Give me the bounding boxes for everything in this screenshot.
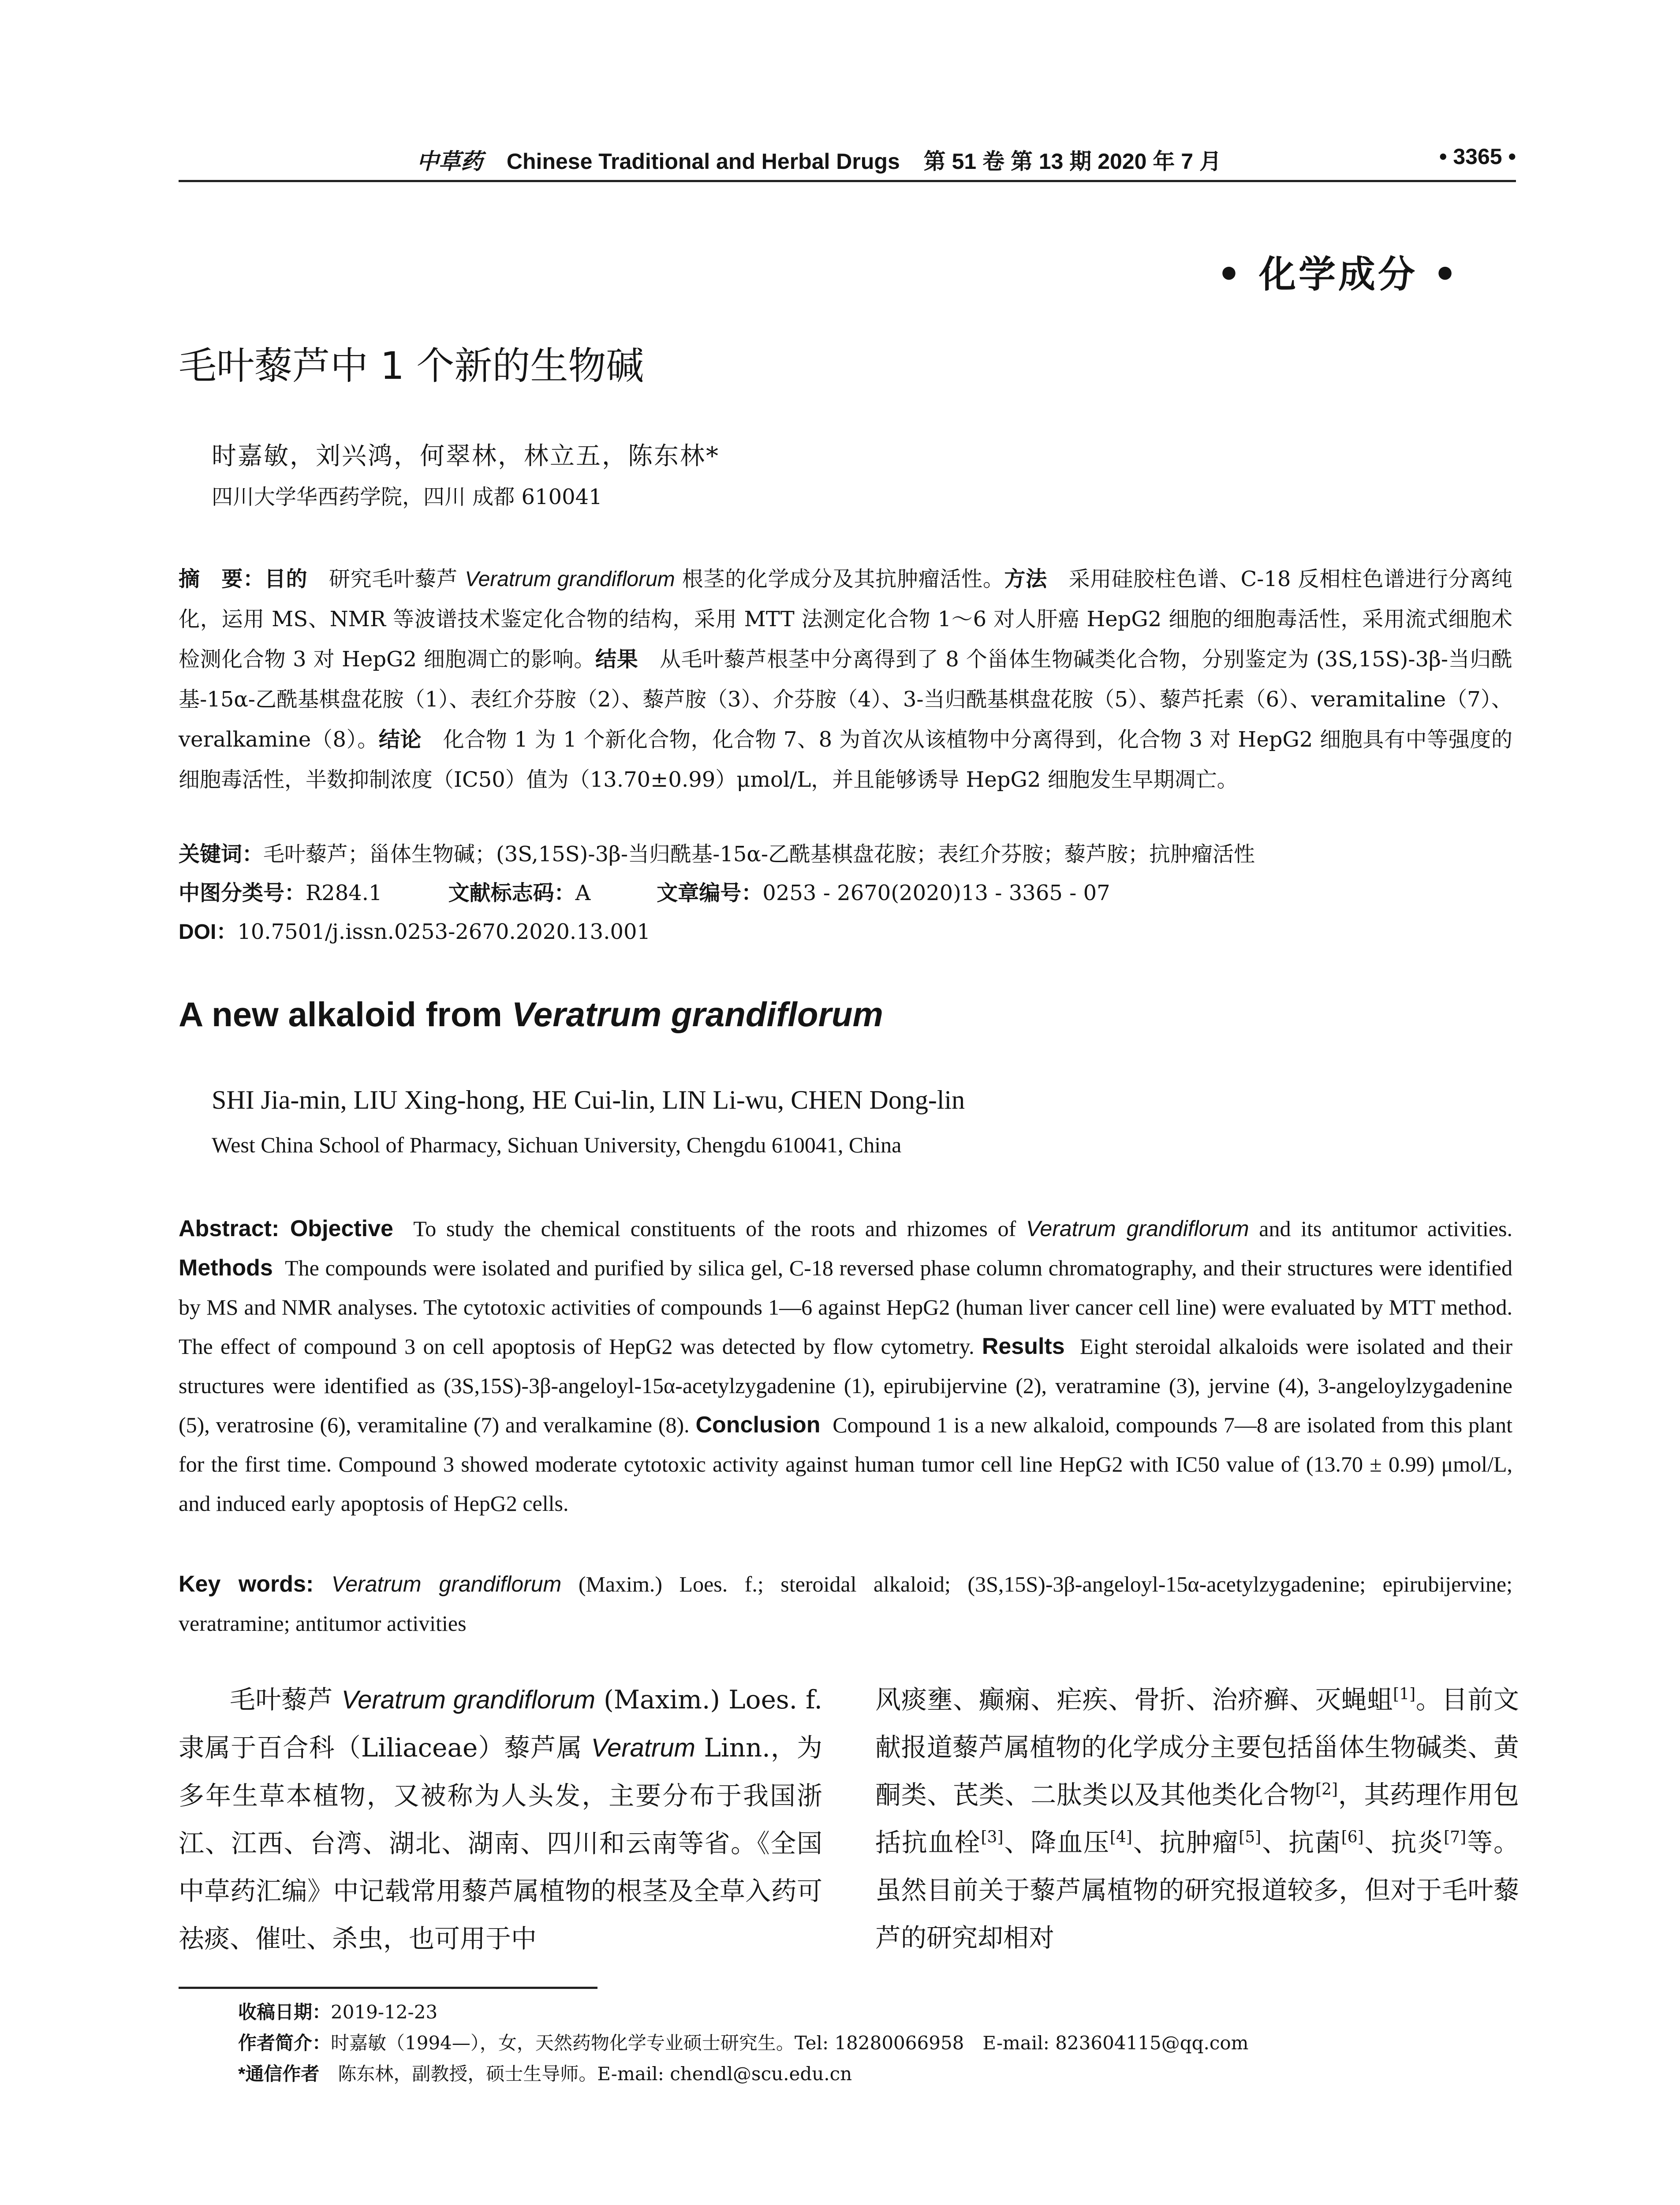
results-text-en: Eight steroidal alkaloids were isolated and their structures were identified as (3S,15S)-3β-angeloyl-15α-acetylzygadenine (1), epirubijervine (2), veratramine (3), jervine (4), 3-angeloylzygadenine (5), veratrosine (6), veramitaline (7) and veralkamine (8). <box>179 1334 1513 1437</box>
body-right-6: 、抗菌 <box>1261 1828 1341 1857</box>
citation-1[interactable]: [1] <box>1393 1685 1416 1704</box>
body-left-a: 毛叶藜芦 <box>230 1685 342 1715</box>
body-right-1: 风痰壅、癫痫、疟疾、骨折、治疥癣、灭蝇蛆 <box>875 1685 1393 1715</box>
citation-6[interactable]: [6] <box>1341 1828 1364 1846</box>
results-label-cn: 结果 <box>595 648 638 671</box>
corresponding-info: 陈东林，副教授，硕士生导师。E-mail: chendl@scu.edu.cn <box>319 2063 852 2085</box>
species-name-en: Veratrum grandiflorum <box>1026 1216 1249 1241</box>
abstract-label-en: Abstract: <box>179 1216 290 1241</box>
results-label-en: Results <box>982 1334 1065 1359</box>
conclusion-label-cn: 结论 <box>378 728 422 751</box>
authors-cn: 时嘉敏，刘兴鸿，何翠林，林立五，陈东林* <box>212 442 720 471</box>
page-number: • 3365 • <box>1439 144 1516 169</box>
keywords-label-en: Key words: <box>179 1571 332 1597</box>
body-right-7: 、抗炎 <box>1363 1828 1444 1857</box>
methods-text-en: The compounds were isolated and purified by silica gel, C-18 reversed phase column chromatography, and their structures were identified by MS and NMR analyses. The cytotoxic activities of compounds 1—6 against HepG2 (human liver cancer cell line) were evaluated by MTT method. The effect of compound 3 on cell apoptosis of HepG2 was detected by flow cytometry. <box>179 1256 1512 1359</box>
body-right-2: 。目前文献报道藜芦属植物的化学成分主要包括甾体生物碱类、黄酮类、芪类、二肽类以及其他类化合物 <box>875 1685 1519 1810</box>
journal-citation <box>417 144 1221 176</box>
clc-label: 中图分类号： <box>179 882 306 905</box>
body-right-3: ，其药理作用包括抗血栓 <box>875 1780 1519 1857</box>
footnote-received <box>238 1997 1249 2028</box>
doc-code-label: 文献标志码： <box>448 882 575 905</box>
journal-name-en: Chinese Traditional and Herbal Drugs <box>506 149 900 174</box>
article-title-en <box>179 994 883 1035</box>
footnote-author <box>238 2028 1249 2059</box>
running-header <box>179 140 1516 182</box>
body-column-left <box>179 1676 822 1962</box>
author-info: 时嘉敏（1994—），女，天然药物化学专业硕士研究生。Tel: 18280066958 E-mail: 823604115@qq.com <box>331 2032 1249 2054</box>
clc-value: R284.1 <box>306 881 382 905</box>
doc-code-value: A <box>575 881 591 905</box>
objective-text-en: To study the chemical constituents of the roots and rhizomes of <box>413 1216 1026 1241</box>
article-title-cn: 毛叶藜芦中 1 个新的生物碱 <box>179 344 644 388</box>
title-en-prefix: A new alkaloid from <box>179 995 512 1034</box>
methods-text-cn: 采用硅胶柱色谱、C-18 反相柱色谱进行分离纯化，运用 MS、NMR 等波谱技术鉴定化合物的结构，采用 MTT 法测定化合物 1～6 对人肝癌 HepG2 细胞的细胞毒活性，采用流式细胞术检测化合物 3 对 HepG2 细胞凋亡的影响。 <box>179 567 1512 672</box>
keywords-text-en: (Maxim.) Loes. f.; steroidal alkaloid; (3S,15S)-3β-angeloyl-15α-acetylzygadenine; epirubijervine; veratramine; antitumor activities <box>179 1572 1512 1636</box>
citation-5[interactable]: [5] <box>1239 1828 1262 1846</box>
citation-7[interactable]: [7] <box>1444 1828 1467 1846</box>
keywords-species-en: Veratrum grandiflorum <box>331 1572 562 1596</box>
authors-en: SHI Jia-min, LIU Xing-hong, HE Cui-lin, LIN Li-wu, CHEN Dong-lin <box>212 1085 965 1114</box>
received-label: 收稿日期： <box>238 2002 331 2022</box>
footnotes <box>238 1997 1249 2089</box>
body-genus: Veratrum <box>591 1734 695 1762</box>
journal-issue: 第 51 卷 第 13 期 2020 年 7 月 <box>923 149 1221 174</box>
body-right-5: 、抗肿瘤 <box>1132 1828 1239 1857</box>
objective-label-cn: 目的 <box>264 568 308 591</box>
abstract-label-cn: 摘 要： <box>179 568 265 591</box>
citation-2[interactable]: [2] <box>1315 1780 1338 1799</box>
objective-tail-en: and its antitumor activities. <box>1249 1216 1513 1241</box>
section-label: • 化学成分 • <box>1217 252 1460 296</box>
body-column-right <box>875 1676 1519 1962</box>
keywords-en <box>179 1565 1512 1643</box>
article-no-label: 文章编号： <box>657 882 763 905</box>
abstract-en <box>179 1209 1512 1523</box>
affiliation-en: West China School of Pharmacy, Sichuan University, Chengdu 610041, China <box>212 1132 902 1157</box>
species-name: Veratrum grandiflorum <box>465 568 675 591</box>
corresponding-label: *通信作者 <box>238 2063 320 2084</box>
conclusion-label-en: Conclusion <box>695 1412 821 1438</box>
affiliation-cn: 四川大学华西药学院，四川 成都 610041 <box>212 485 602 509</box>
doi-label: DOI： <box>179 920 238 944</box>
body-right-4: 、降血压 <box>1003 1828 1110 1857</box>
conclusion-text-cn: 化合物 1 为 1 个新化合物，化合物 7、8 为首次从该植物中分离得到，化合物 3 对 HepG2 细胞具有中等强度的细胞毒活性，半数抑制浓度（IC50）值为（13.70±0.99）μmol/L，并且能够诱导 HepG2 细胞发生早期凋亡。 <box>179 727 1512 792</box>
body-left-b: (Maxim.) Loes. f. 隶属于百合科（Liliaceae）藜芦属 <box>179 1685 822 1763</box>
received-date: 2019-12-23 <box>331 2001 438 2023</box>
abstract-cn <box>179 559 1512 800</box>
methods-label-en: Methods <box>179 1255 273 1281</box>
citation-3[interactable]: [3] <box>981 1828 1004 1846</box>
keywords-cn <box>179 837 1255 867</box>
doi-line <box>179 915 650 945</box>
objective-label-en: Objective <box>290 1216 393 1241</box>
body-left-c: Linn.，为多年生草本植物，又被称为人头发，主要分布于我国浙江、江西、台湾、湖北、湖南、四川和云南等省。《全国中草药汇编》中记载常用藜芦属植物的根茎及全草入药可祛痰、催吐、杀虫，也可用于中 <box>179 1733 822 1954</box>
author-info-label: 作者简介： <box>238 2033 331 2053</box>
footnote-corresponding <box>238 2059 1249 2089</box>
results-text-cn: 从毛叶藜芦根茎中分离得到了 8 个甾体生物碱类化合物，分别鉴定为 (3S,15S)-3β-当归酰基-15α-乙酰基棋盘花胺（1）、表红介芬胺（2）、藜芦胺（3）、介芬胺（4）、3-当归酰基棋盘花胺（5）、藜芦托素（6）、veramitaline（7）、veralkamine（8）。 <box>179 647 1512 752</box>
body-species: Veratrum grandiflorum <box>341 1686 596 1714</box>
keywords-label-cn: 关键词： <box>179 843 264 866</box>
doi-value: 10.7501/j.issn.0253-2670.2020.13.001 <box>237 919 651 944</box>
keywords-text-cn: 毛叶藜芦；甾体生物碱；(3S,15S)-3β-当归酰基-15α-乙酰基棋盘花胺；表红介芬胺；藜芦胺；抗肿瘤活性 <box>263 842 1255 867</box>
footnote-divider <box>179 1987 597 1989</box>
methods-label-cn: 方法 <box>1004 568 1047 591</box>
article-no-value: 0253 - 2670(2020)13 - 3365 - 07 <box>762 881 1110 905</box>
classification-line <box>179 876 1110 906</box>
objective-text-cn: 研究毛叶藜芦 <box>329 567 465 591</box>
journal-name-cn: 中草药 <box>417 148 483 174</box>
citation-4[interactable]: [4] <box>1109 1828 1132 1846</box>
objective-tail-cn: 根茎的化学成分及其抗肿瘤活性。 <box>675 567 1004 591</box>
title-en-species: Veratrum grandiflorum <box>511 995 883 1034</box>
body-right-8: 等。虽然目前关于藜芦属植物的研究报道较多，但对于毛叶藜芦的研究却相对 <box>875 1828 1519 1953</box>
conclusion-text-en: Compound 1 is a new alkaloid, compounds 7—8 are isolated from this plant for the first time. Compound 3 showed moderate cytotoxic activity against human tumor cell line HepG2 with IC50 value of (13.70 ± 0.99) μmol/L, and induced early apoptosis of HepG2 cells. <box>179 1413 1513 1516</box>
